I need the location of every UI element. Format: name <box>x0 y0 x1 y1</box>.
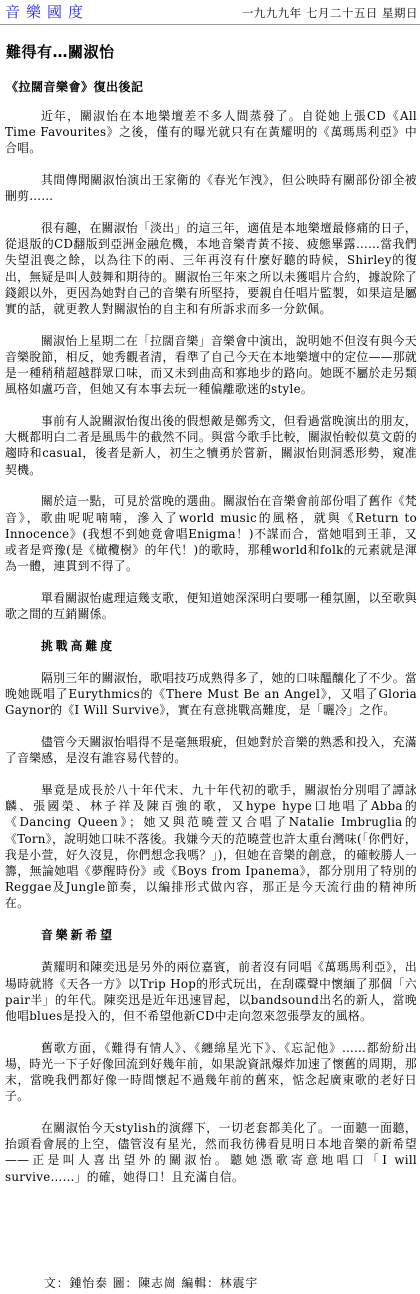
article-paragraph: 事前有人說關淑怡復出後的假想敵是鄭秀文，但看過當晚演出的朋友，大概都明白二者是風馬牛的截然不同。與當今歌手比較，關淑怡較似莫文蔚的趨時和casual，後者是新人，初生之犢勇於嘗新，關淑怡則洞悉形勢，窺准契機。 <box>5 414 417 477</box>
section-heading: 挑戰高難度 <box>41 638 115 653</box>
article-paragraph: 很有趣，在關淑怡「淡出」的這三年，適值是本地樂壇最修痛的日子，從退版的CD翻版到亞洲金融危機，本地音樂青黃不接、疲態畢露……當我們失望沮喪之餘，以為往下的兩、三年再沒有什麼好聽的時候，Shirley的復出，無疑是叫人鼓舞和期待的。關淑怡三年來之所以未獲唱片合約，據說除了錢銀以外，更因為她對自己的音樂有所堅持，要親自任唱片監製，如果這是屬實的話，就更教人對關淑怡的自主和有所訴求而多一分欽佩。 <box>5 221 417 317</box>
article-paragraph: 黃耀明和陳奕迅是另外的兩位嘉賓，前者沒有同唱《萬瑪馬利亞》，出場時就將《天各一方》以Trip Hop的形式玩出，在刮碟聲中懷緬了那個「六pair半」的年代。陳奕迅是近年迅速冒起，以bandsound出名的新人，當晚他唱blues是投入的，但不希望他新CD中走向忽來忽張學友的風格。 <box>5 960 417 1023</box>
article-paragraph: 單看關淑怡處理這幾支歌，便知道她深深明白要哪一種氛圍，以至歌與歌之間的互銷關係。 <box>5 590 417 622</box>
section-name[interactable]: 音樂國度 <box>5 3 90 21</box>
article-title: 難得有…關淑怡 <box>6 43 115 61</box>
article-paragraph: 在關淑怡今天stylish的演繹下，一切老套都美化了。一面聽一面聽，抬頭看會展的上空，儘管沒有星光，然而我彷彿看見明日本地音樂的新希望——正是叫人喜出望外的關淑怡。聽她憑歌寄意地唱口「I will survive……」的確，她得口！且充滿自信。 <box>5 1120 417 1184</box>
article-paragraph: 舊歌方面，《難得有情人》、《纏綿星光下》、《忘記他》……都紛紛出場，時光一下子好像回流到好幾年前，如果說資訊爆炸加速了懷舊的周期，那末，當晚我們都好像一時間懷起不過幾年前的舊來，惦念起廣東歌的老好日子。 <box>5 1040 417 1104</box>
article-paragraph: 關於這一點，可見於當晚的選曲。關淑怡在音樂會前部份唱了舊作《梵音》，歌曲呢呢喃喃，滲入了world music的風格，就與《Return to Innocence》(我想不到她竟會唱Enigma！)不謀而合，當她唱到王菲，又或者是齊豫(是《橄欖樹》的年代！)的歌時，那種world和folk的元素就是渾為一體，連貫到不得了。 <box>5 494 417 574</box>
article-paragraph: 近年，關淑怡在本地樂壇差不多人間蒸發了。自從她上張CD《All Time Favourites》之後，僅有的曝光就只有在黃耀明的《萬瑪馬利亞》中合唱。 <box>5 109 417 156</box>
article-credits: 文：鍾怡泰 圖：陳志崗 編輯：林震宇 <box>44 1276 259 1290</box>
article-paragraph: 其間傳聞關淑怡演出王家衛的《春光乍洩》，但公映時有關部份卻全被刪剪…… <box>5 173 417 204</box>
page-header <box>0 0 420 22</box>
article-body <box>5 108 417 1200</box>
article-paragraph: 關淑怡上星期二在「拉闊音樂」音樂會中演出，說明她不但沒有與今天音樂脫節，相反，她秀觀者清，看準了自己今天在本地樂壇中的定位——那就是一種稍稍超越群眾口味，而又未到曲高和寡地步的路向。她既不屬於走另類風格如盧巧音，但她又有本事去玩一種偏離歌迷的style。 <box>5 333 417 397</box>
publication-date: 一九九九年 七月二十五日 星期日 <box>241 6 418 20</box>
section-heading: 音樂新希望 <box>41 928 115 943</box>
article-paragraph: 隔別三年的關淑怡，歌唱技巧成熟得多了，她的口味醞釀化了不少。當晚她既唱了Eurythmics的《There Must Be an Angel》，又唱了Gloria Gaynor的《I Will Survive》，實在有意挑戰高難度，是「曬冷」之作。 <box>5 670 417 718</box>
article-paragraph: 畢竟是成長於八十年代末、九十年代初的歌手，關淑怡分別唱了譚詠麟、張國榮、林子祥及陳百強的歌，又hype hype口地唱了Abba的《Dancing Queen》；她又與范曉萱又合唱了Natalie Imbruglia的《Torn》，說明她口味不落後。我嫌今天的范曉萱也許太重台灣味(「你們好，我是小萱，好久沒見，你們想念我嗎？」)，但她在音樂的創意，的確較勝人一籌，無論她唱《夢醒時份》或《Boys from Ipanema》，都分別用了特別的Reggae及Jungle節奏，以編排形式做內容，那正是今天流行曲的精神所在。 <box>5 783 417 911</box>
header-divider <box>0 24 420 25</box>
article-subtitle: 《拉闊音樂會》復出後記 <box>6 80 144 94</box>
article-paragraph: 儘管今天關淑怡唱得不是毫無瑕疵，但她對於音樂的熟悉和投入，充滿了音樂感，是沒有誰容易代替的。 <box>5 735 417 766</box>
